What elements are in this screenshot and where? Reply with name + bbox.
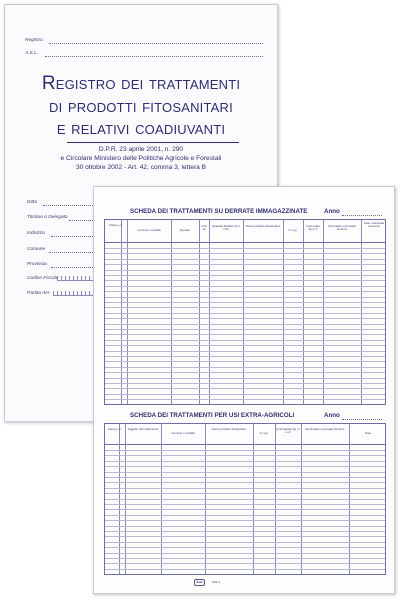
table-row-line — [105, 372, 385, 373]
table-row-line — [105, 351, 385, 352]
field-line-provincia — [51, 267, 93, 268]
table-row-line — [105, 361, 385, 362]
title-divider — [67, 142, 239, 143]
table-row-line — [105, 275, 385, 276]
table-row-line — [105, 307, 385, 308]
decree-line-3: 30 ottobre 2002 - Art. 42, comma 3, lettera B — [75, 164, 207, 171]
codice-fiscale-boxes — [57, 276, 95, 281]
partita-iva-boxes — [53, 291, 95, 296]
table-row-line — [105, 378, 385, 379]
table-row-line — [105, 259, 385, 260]
table-row-line — [105, 542, 385, 543]
col-head-data: Data g. m. — [108, 427, 122, 431]
col-head-note: Note — [364, 431, 372, 435]
table-row-line — [105, 499, 385, 500]
col-head-cod-id: Cod. Id. — [201, 224, 208, 232]
table-row-line — [105, 450, 385, 451]
table-row-line — [105, 388, 385, 389]
table-row-line — [105, 504, 385, 505]
scheda-derrate-title: SCHEDA DEI TRATTAMENTI SU DERRATE IMMAGAZZINATE — [130, 208, 308, 215]
col-head-prodotto: Nome prodotto fitosanitario — [211, 427, 247, 431]
field-line-ditta — [43, 205, 93, 206]
scheda-extra-anno-line — [342, 419, 382, 420]
table-row-line — [105, 526, 385, 527]
field-label-indirizzo: Indirizzo — [27, 231, 45, 236]
table-row-line — [105, 248, 385, 249]
table-row-line — [105, 520, 385, 521]
register-inner-page — [93, 186, 395, 594]
table-row-line — [105, 324, 385, 325]
col-head-n-reg: N. reg. — [288, 228, 298, 232]
title-line-2: di prodotti fitosanitari — [49, 96, 233, 117]
title-line-1: Registro dei trattamenti — [41, 73, 241, 94]
table-row-line — [105, 286, 385, 287]
col-head-comune: Comune / Località — [171, 431, 195, 435]
col-head-comune: Comune / Località — [137, 228, 161, 232]
field-line-comune — [49, 252, 93, 253]
table-row-line — [105, 340, 385, 341]
col-head-fornitore: Nominativo eventuale fornitore — [305, 427, 345, 431]
table-header-rule — [105, 444, 385, 445]
title-line-3: e relativi coadiuvanti — [56, 118, 226, 139]
scheda-derrate-table — [104, 219, 386, 405]
field-label-partita-iva: Partita IVA — [27, 291, 50, 296]
scheda-derrate-anno-line — [342, 215, 382, 216]
scheda-extra-title: SCHEDA DEI TRATTAMENTI PER USI EXTRA-AGRICOLI — [130, 412, 295, 419]
table-row-line — [105, 318, 385, 319]
field-line-registro — [49, 43, 263, 44]
table-row-line — [105, 270, 385, 271]
table-row-line — [105, 455, 385, 456]
table-row-line — [105, 253, 385, 254]
table-row-line — [105, 329, 385, 330]
table-row-line — [105, 466, 385, 467]
field-label-provincia: Provincia — [27, 262, 47, 267]
table-row-line — [105, 488, 385, 489]
table-row-line — [105, 531, 385, 532]
table-row-line — [105, 563, 385, 564]
table-row-line — [105, 291, 385, 292]
table-row-line — [105, 477, 385, 478]
table-row-line — [105, 493, 385, 494]
field-label-registro: Registro — [25, 38, 43, 43]
col-head-prodotto: Nome prodotto fitosanitario — [245, 224, 281, 228]
table-row-line — [105, 553, 385, 554]
scheda-extra-table — [104, 423, 386, 575]
field-line-indirizzo — [51, 236, 93, 237]
col-head-data: Data g. m. — [109, 223, 123, 227]
table-row-line — [105, 356, 385, 357]
col-head-n-reg: N. reg. — [259, 431, 269, 435]
form-code: E39 H — [212, 580, 221, 584]
table-row-line — [105, 264, 385, 265]
table-row-line — [105, 399, 385, 400]
col-head-qta: Q.tà trattata (kg o l o m) — [276, 427, 300, 435]
table-row-line — [105, 569, 385, 570]
table-row-line — [105, 383, 385, 384]
table-header-rule — [105, 242, 385, 243]
table-row-line — [105, 297, 385, 298]
col-head-note: Note: eventuale consumo — [363, 221, 385, 229]
table-row-line — [105, 394, 385, 395]
field-label-titolare: Titolare o Delegato — [27, 215, 68, 220]
table-row-line — [105, 313, 385, 314]
field-label-asl: A.S.L. — [25, 51, 39, 56]
scheda-derrate-anno-label: Anno — [324, 208, 340, 215]
table-row-line — [105, 515, 385, 516]
table-row-line — [105, 302, 385, 303]
table-row-line — [105, 280, 385, 281]
field-label-codice-fiscale: Codice Fiscale — [27, 276, 59, 281]
col-head-fornitore: Nominativo eventuale fornitore — [328, 224, 356, 232]
table-row-line — [105, 482, 385, 483]
scheda-extra-anno-label: Anno — [324, 412, 340, 419]
col-head-derrate: Derrate — [180, 228, 190, 232]
table-row-line — [105, 345, 385, 346]
field-line-asl — [45, 56, 263, 57]
table-row-line — [105, 461, 385, 462]
field-line-titolare — [69, 220, 93, 221]
table-row-line — [105, 509, 385, 510]
table-row-line — [105, 536, 385, 537]
table-row-line — [105, 367, 385, 368]
col-head-oggetto: Oggetto del trattamento — [127, 427, 159, 431]
col-head-quantita: Quantità trattata (12 x m3) — [212, 224, 240, 232]
col-head-qta-usata: Q.tà usata (kg o l) — [306, 224, 320, 232]
table-row-line — [105, 547, 385, 548]
table-row-line — [105, 558, 385, 559]
table-row-line — [105, 334, 385, 335]
publisher-logo: data — [194, 579, 205, 586]
decree-line-1: D.P.R. 23 aprile 2001, n. 290 — [98, 146, 184, 153]
table-row-line — [105, 472, 385, 473]
decree-line-2: e Circolare Ministero delle Politiche Agricole e Forestali — [60, 155, 222, 162]
field-label-comune: Comune — [27, 247, 46, 252]
field-label-ditta: Ditta — [27, 200, 37, 205]
